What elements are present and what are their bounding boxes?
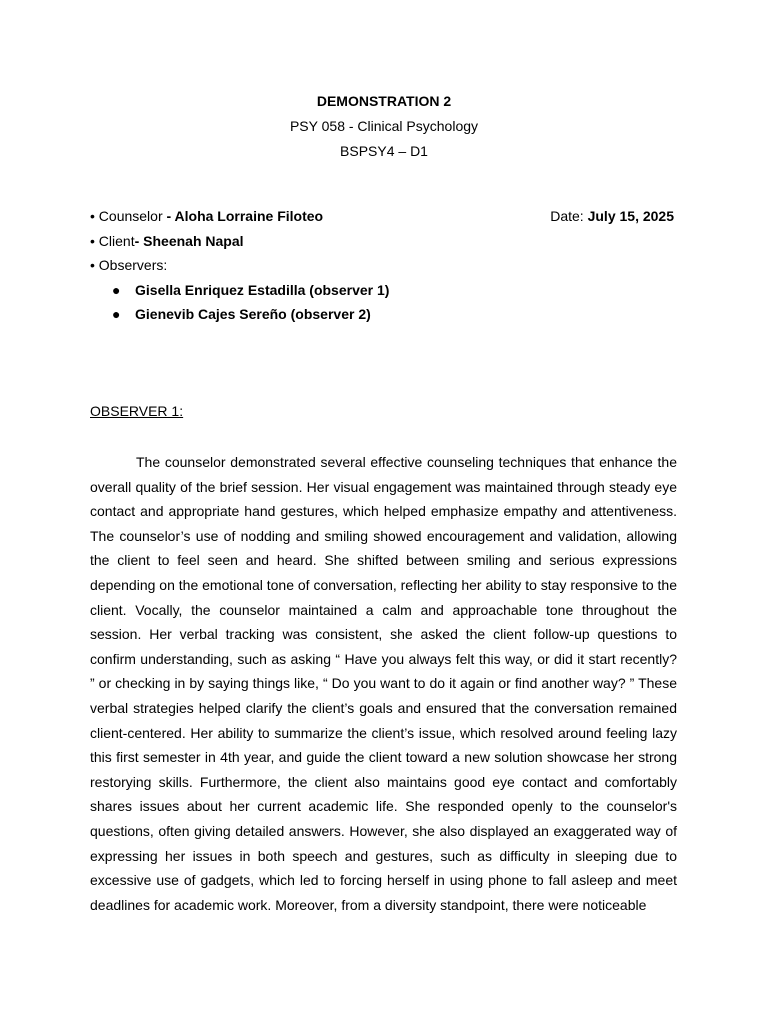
client-label: • Client [90,232,135,249]
observer-list-item [90,305,680,330]
date-label: Date: [550,208,588,224]
observer-name: Gisella Enriquez Estadilla (observer 1) [135,281,390,298]
session-date [550,207,674,225]
bullet-icon: ● [112,281,121,298]
date-value: July 15, 2025 [587,208,674,224]
body-paragraph: The counselor demonstrated several effective counseling techniques that enhance the overall quality of the brief session. Her visual engagement was maintained through steady eye contact and appropriate hand gestures, which helped emphasize empathy and attentiveness. The counselor’s use of nodding and smiling showed encouragement and validation, allowing the client to feel seen and heard. She shifted between smiling and serious expressions depending on the emotional tone of conversation, reflecting her ability to stay responsive to the client. Vocally, the counselor maintained a calm and approachable tone throughout the session. Her verbal tracking was consistent, she asked the client follow-up questions to confirm understanding, such as asking “ Have you always felt this way, or did it start recently? ” or checking in by saying things like, “ Do you want to do it again or find another way? ” These verbal strategies helped clarify the client’s goals and ensured that the conversation remained client-centered. Her ability to summarize the client’s issue, which resolved around feeling lazy this first semester in 4th year, and guide the client toward a new solution showcase her strong restorying skills. Furthermore, the client also maintains good eye contact and comfortably shares issues about her current academic life. She responded openly to the counselor's questions, often giving detailed answers. However, she also displayed an exaggerated way of expressing her issues in both speech and gestures, such as difficulty in sleeping due to excessive use of gadgets, which led to forcing herself in using phone to fall asleep and meet deadlines for academic work. Moreover, from a diversity standpoint, there were noticeable [90,454,677,913]
counselor-label: • Counselor [90,208,167,224]
document-header [0,92,768,167]
counselor-name: - Aloha Lorraine Filoteo [166,208,324,224]
bullet-icon: ● [112,306,121,322]
observer-name: Gienevib Cajes Sereño (observer 2) [135,306,371,322]
observers-label: • Observers: [90,257,168,273]
session-details [90,207,680,330]
client-row [90,232,680,257]
observer-list-item [90,281,680,306]
section-heading: OBSERVER 1: [90,403,184,419]
course-name: PSY 058 - Clinical Psychology [289,118,479,134]
client-name: - Sheenah Napal [134,232,244,249]
observers-row [90,256,680,281]
counselor-row [90,207,680,232]
section-code: BSPSY4 – D1 [340,143,428,159]
document-title: DEMONSTRATION 2 [316,93,452,109]
